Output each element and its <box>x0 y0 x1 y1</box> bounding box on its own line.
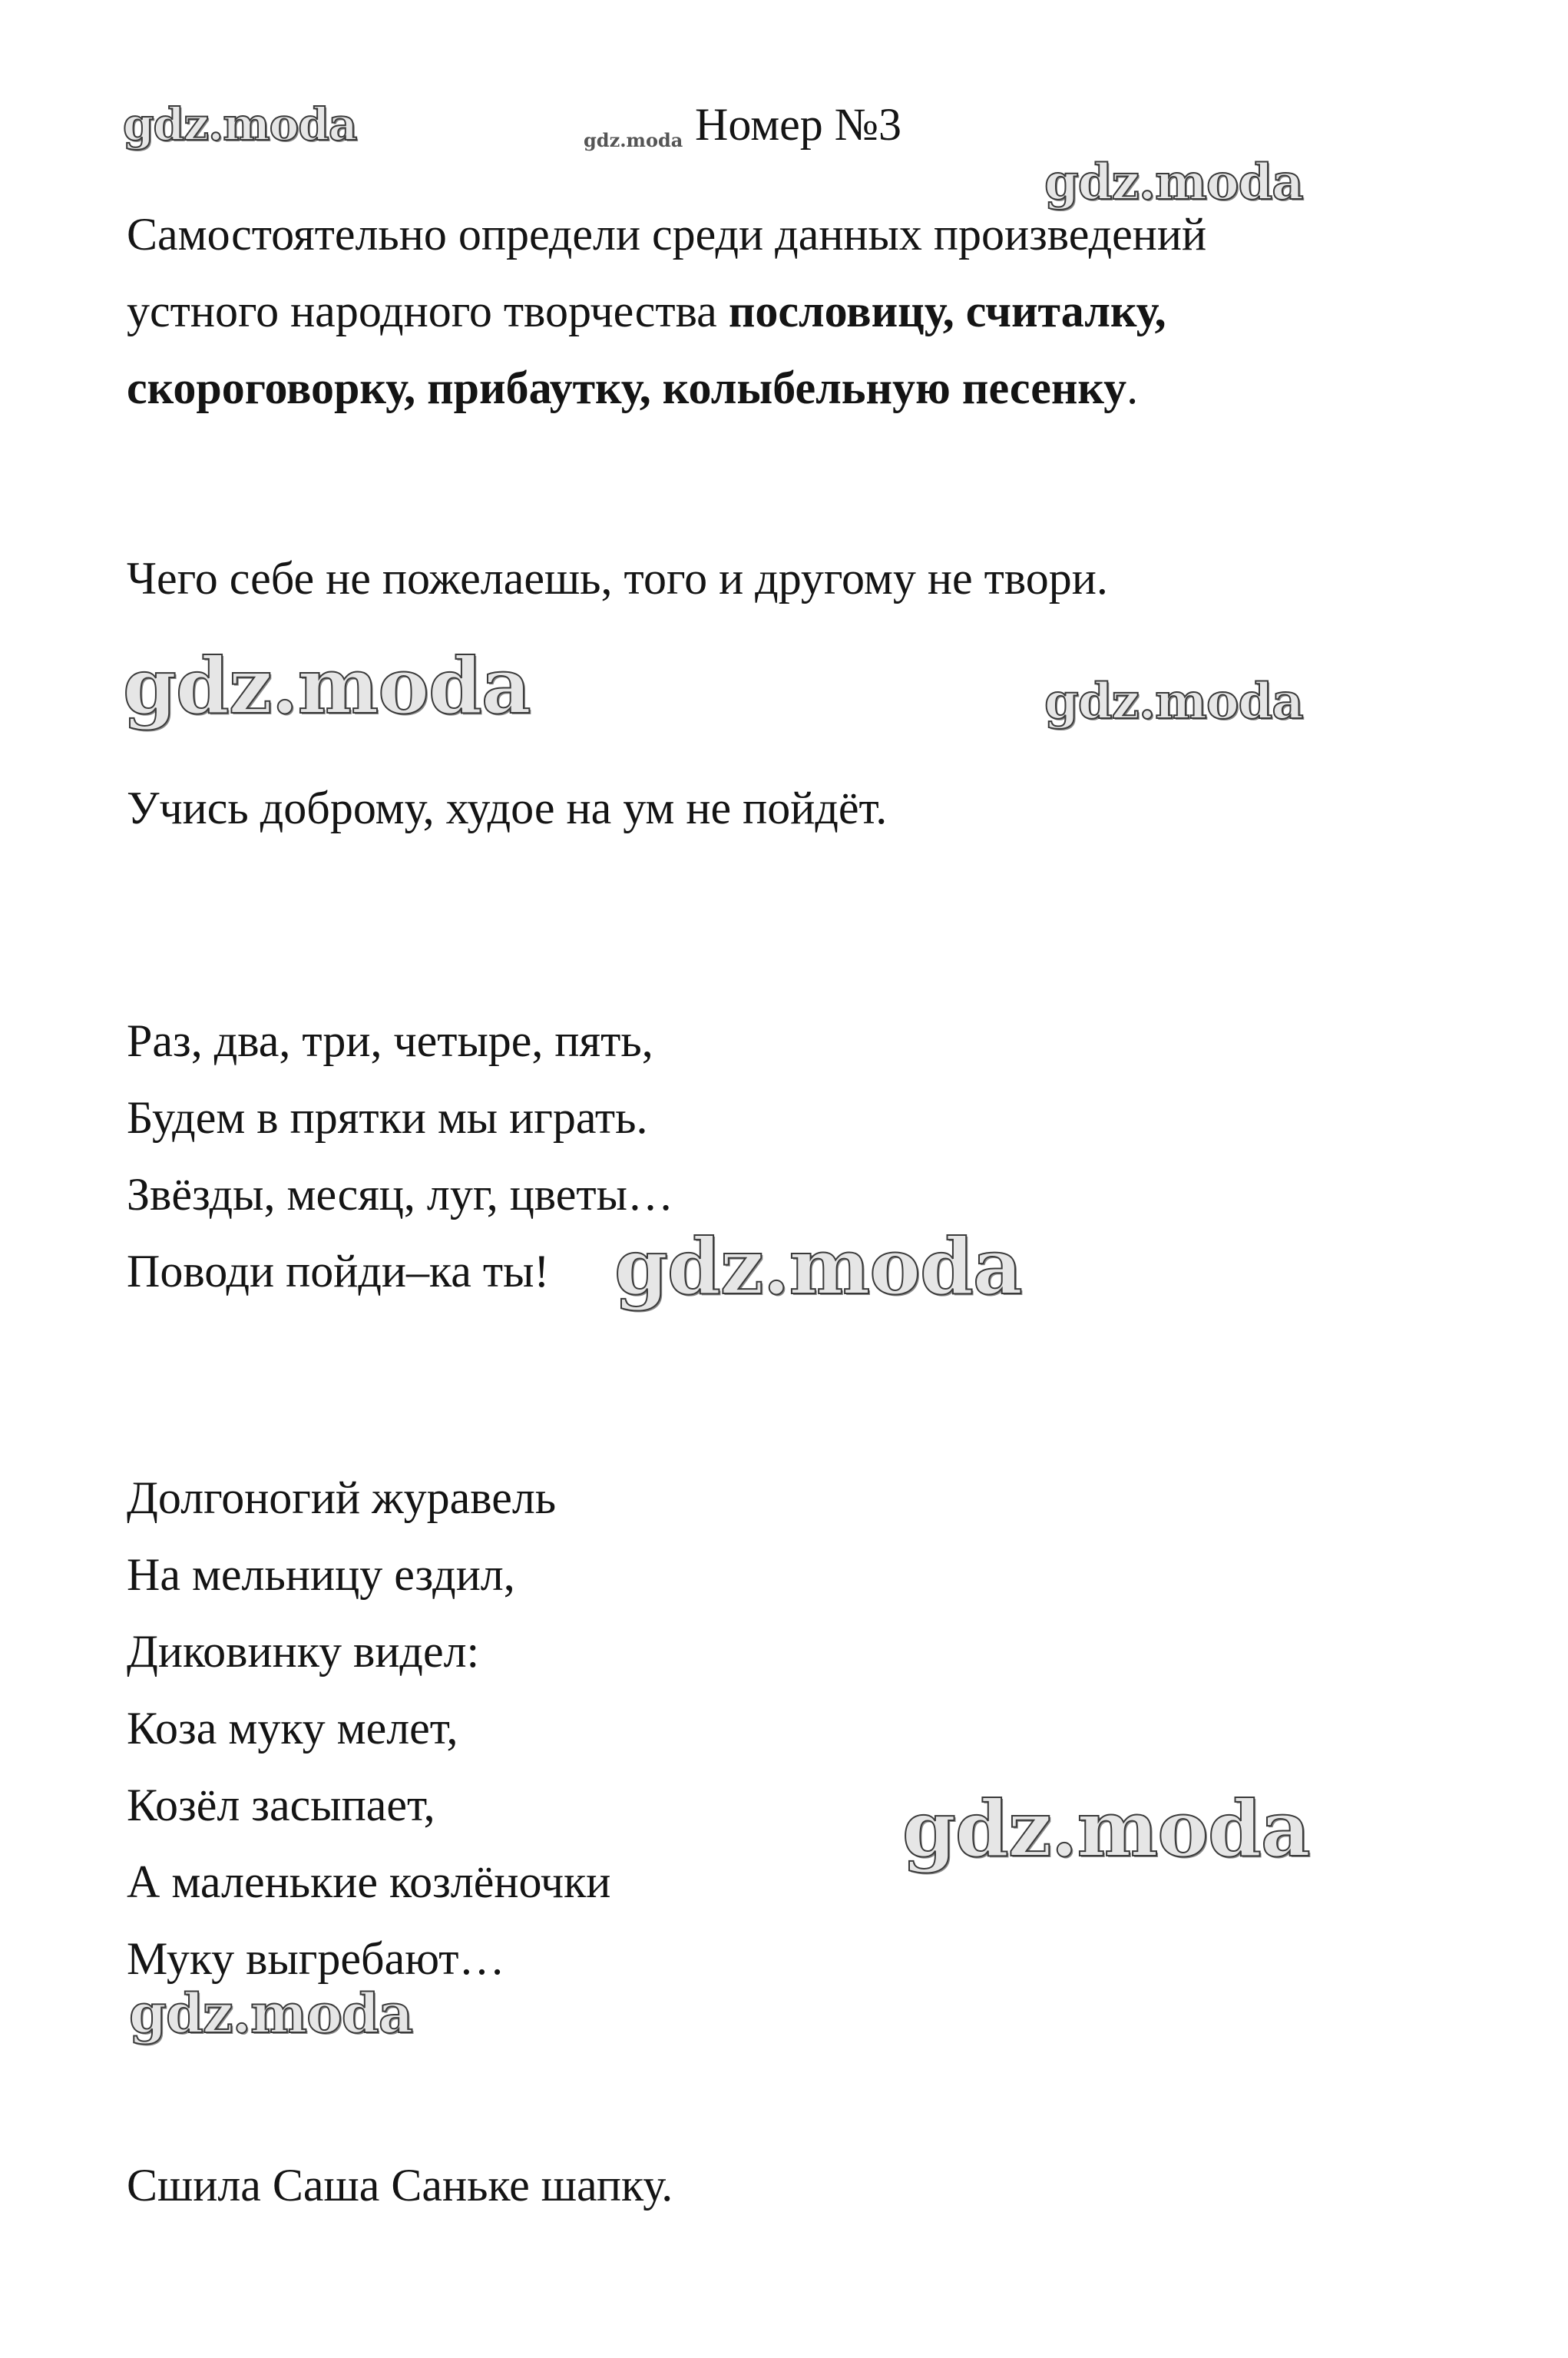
joke-rhyme-line: А маленькие козлёночки <box>127 1856 611 1907</box>
joke-rhyme-line: Долгоногий журавель <box>127 1472 557 1523</box>
joke-rhyme-line: Диковинку видел: <box>127 1626 480 1677</box>
watermark: gdz.moda <box>1044 673 1303 730</box>
task-line-1: Самостоятельно определи среди данных произведений <box>127 209 1207 260</box>
joke-rhyme-line: На мельницу ездил, <box>127 1549 515 1600</box>
tongue-twister: Сшила Саша Саньке шапку. <box>127 2160 673 2211</box>
proverb-1: Чего себе не пожелаешь, того и другому не твори. <box>127 553 1108 604</box>
watermark: gdz.moda <box>129 1982 413 2045</box>
counting-rhyme-line: Раз, два, три, четыре, пять, <box>127 1015 653 1066</box>
joke-rhyme-line: Муку выгребают… <box>127 1933 505 1984</box>
page-title: Номер №3 <box>695 99 902 150</box>
counting-rhyme-line: Звёзды, месяц, луг, цветы… <box>127 1169 673 1220</box>
watermark: gdz.moda <box>123 641 531 731</box>
counting-rhyme-line: Поводи пойди–ка ты! <box>127 1246 550 1297</box>
task-line-3 <box>127 361 1138 415</box>
watermark: gdz.moda <box>123 98 357 151</box>
task-line-2 <box>127 284 1166 338</box>
joke-rhyme-line: Козёл засыпает, <box>127 1780 435 1830</box>
watermark: gdz.moda <box>614 1221 1022 1312</box>
task-line-3-end: . <box>1126 363 1139 413</box>
watermark: gdz.moda <box>1044 154 1303 211</box>
watermark-small: gdz.moda <box>584 129 683 151</box>
joke-rhyme-line: Коза муку мелет, <box>127 1703 458 1754</box>
task-line-2-text: устного народного творчества <box>127 286 729 336</box>
proverb-2: Учись доброму, худое на ум не пойдёт. <box>127 783 888 833</box>
task-line-2-bold: пословицу, считалку, <box>728 286 1166 336</box>
watermark: gdz.moda <box>902 1783 1310 1874</box>
counting-rhyme-line: Будем в прятки мы играть. <box>127 1092 648 1143</box>
task-line-3-bold: скороговорку, прибаутку, колыбельную песенку <box>127 363 1127 413</box>
